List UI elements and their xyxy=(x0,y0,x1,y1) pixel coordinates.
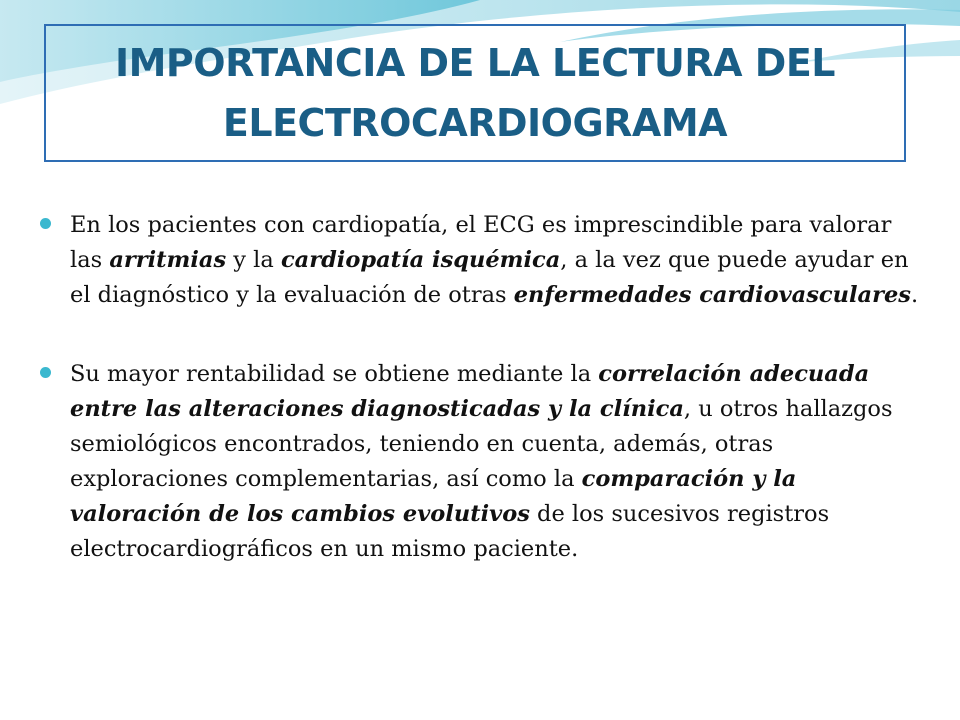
text-segment: de los sucesivos registros electrocardiográficos en un mismo paciente. xyxy=(70,501,830,562)
bullet-text-2 xyxy=(70,357,930,567)
emphasis-segment: enfermedades cardiovasculares xyxy=(513,282,911,308)
bullet-item xyxy=(40,357,930,567)
text-segment: En los pacientes con cardiopatía, el ECG es imprescindible para valorar las xyxy=(70,212,892,273)
bullet-dot-icon xyxy=(40,218,51,229)
title-line-2: ELECTROCARDIOGRAMA xyxy=(222,101,728,145)
bullet-list xyxy=(40,208,930,611)
emphasis-segment: comparación y la valoración de los cambios evolutivos xyxy=(70,466,797,527)
text-segment: y la xyxy=(226,247,281,273)
text-segment: . xyxy=(910,282,919,308)
emphasis-segment: arritmias xyxy=(109,247,227,273)
text-segment: , a la vez que puede ayudar en el diagnóstico y la evaluación de otras xyxy=(70,247,909,308)
title-box xyxy=(44,24,906,162)
emphasis-segment: cardiopatía isquémica xyxy=(280,247,561,273)
title-line-1: IMPORTANCIA DE LA LECTURA DEL xyxy=(114,41,836,85)
bullet-text-1 xyxy=(70,208,930,313)
slide-title xyxy=(115,33,835,153)
text-segment: Su mayor rentabilidad se obtiene mediante la xyxy=(70,361,599,387)
text-segment: , u otros hallazgos semiológicos encontrados, teniendo en cuenta, además, otras exploraciones complementarias, así como la xyxy=(70,396,893,492)
bullet-item xyxy=(40,208,930,313)
emphasis-segment: correlación adecuada entre las alteraciones diagnosticadas y la clínica xyxy=(70,361,870,422)
bullet-dot-icon xyxy=(40,367,51,378)
